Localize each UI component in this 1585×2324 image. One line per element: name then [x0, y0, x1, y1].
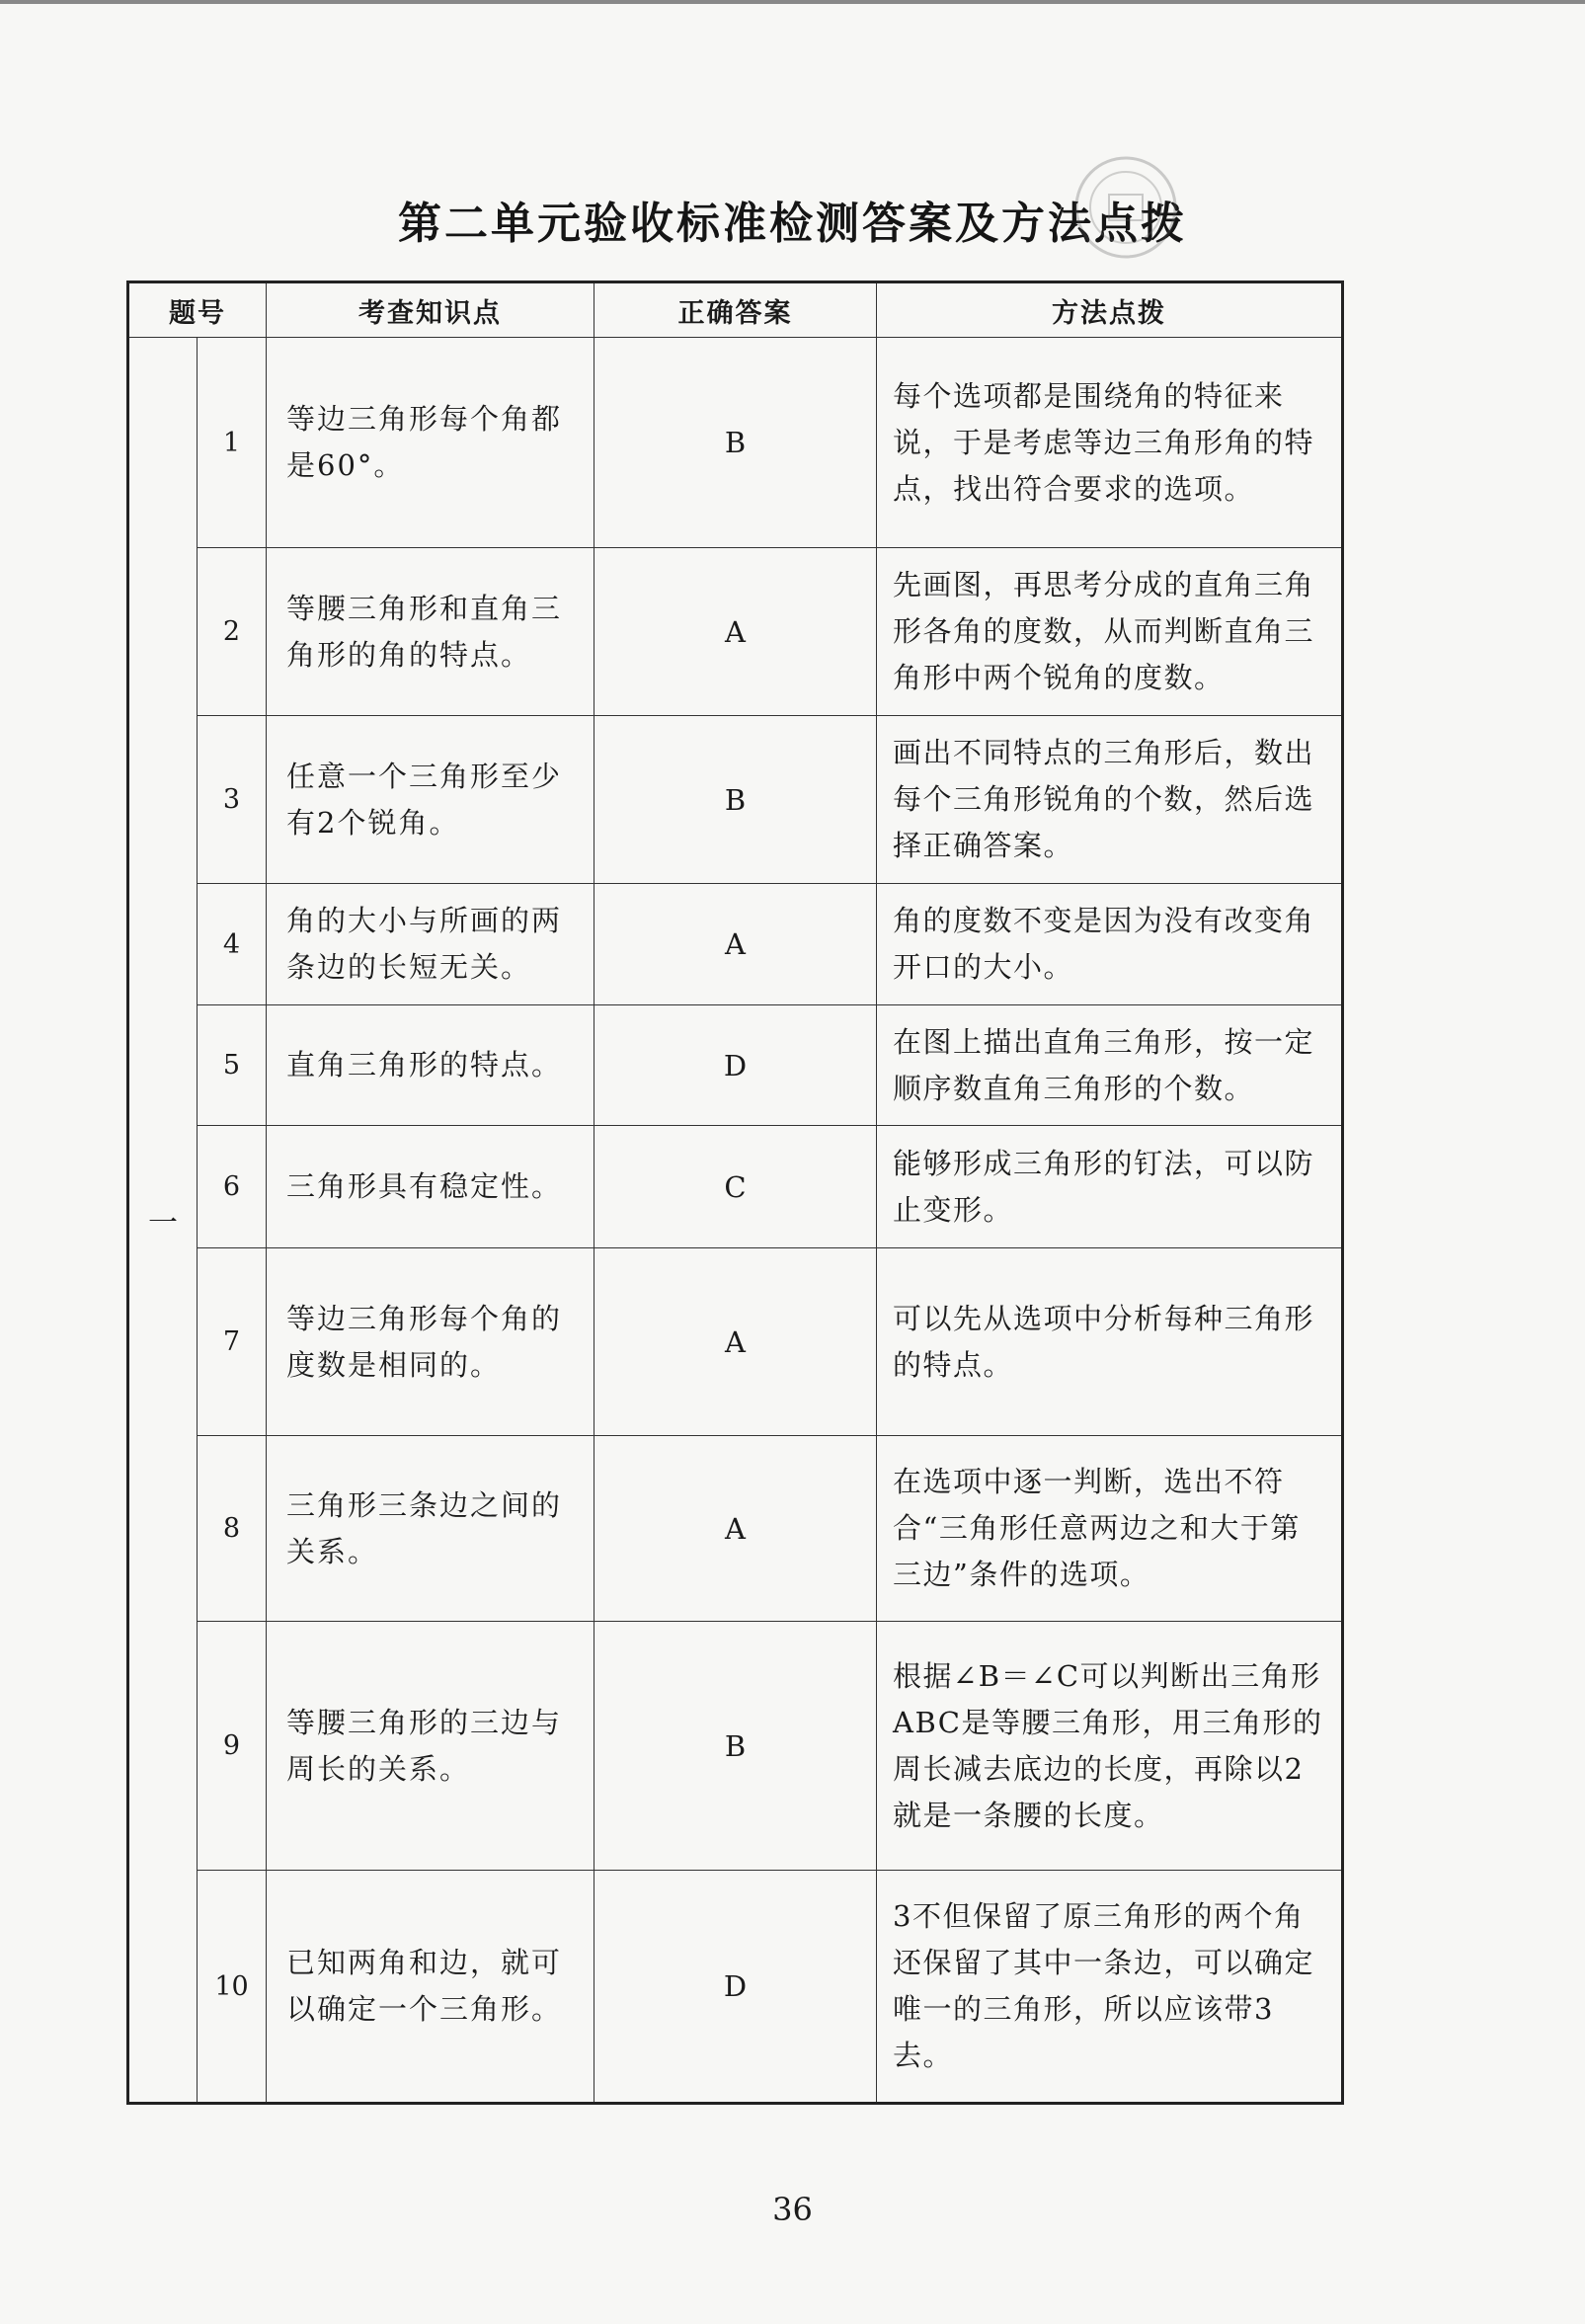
table-row	[128, 1871, 1343, 2104]
table-row	[128, 1005, 1343, 1126]
question-number: 4	[198, 884, 267, 1005]
section-label: 一	[128, 338, 198, 2104]
correct-answer: D	[594, 1005, 877, 1126]
method-tip: 画出不同特点的三角形后，数出每个三角形锐角的个数，然后选择正确答案。	[877, 716, 1343, 884]
method-tip: 角的度数不变是因为没有改变角开口的大小。	[877, 884, 1343, 1005]
method-tip: 可以先从选项中分析每种三角形的特点。	[877, 1248, 1343, 1436]
method-tip: 在选项中逐一判断，选出不符合“三角形任意两边之和大于第三边”条件的选项。	[877, 1436, 1343, 1622]
knowledge-point: 三角形三条边之间的关系。	[267, 1436, 594, 1622]
method-tip: 先画图，再思考分成的直角三角形各角的度数，从而判断直角三角形中两个锐角的度数。	[877, 548, 1343, 716]
method-tip: 每个选项都是围绕角的特征来说，于是考虑等边三角形角的特点，找出符合要求的选项。	[877, 338, 1343, 548]
page-number: 36	[772, 2191, 813, 2228]
header-point: 考查知识点	[267, 282, 594, 338]
knowledge-point: 三角形具有稳定性。	[267, 1126, 594, 1248]
correct-answer: A	[594, 548, 877, 716]
question-number: 8	[198, 1436, 267, 1622]
header-method: 方法点拨	[877, 282, 1343, 338]
method-tip: 3不但保留了原三角形的两个角还保留了其中一条边，可以确定唯一的三角形，所以应该带3去。	[877, 1871, 1343, 2104]
answer-table	[126, 280, 1344, 2105]
scan-top-edge	[0, 0, 1585, 4]
correct-answer: A	[594, 1436, 877, 1622]
method-tip: 根据∠B＝∠C可以判断出三角形ABC是等腰三角形，用三角形的周长减去底边的长度，再除以2就是一条腰的长度。	[877, 1622, 1343, 1871]
question-number: 9	[198, 1622, 267, 1871]
knowledge-point: 等腰三角形的三边与周长的关系。	[267, 1622, 594, 1871]
correct-answer: C	[594, 1126, 877, 1248]
question-number: 6	[198, 1126, 267, 1248]
answer-table-container	[126, 280, 1341, 2105]
knowledge-point: 等边三角形每个角的度数是相同的。	[267, 1248, 594, 1436]
correct-answer: A	[594, 1248, 877, 1436]
header-number: 题号	[128, 282, 267, 338]
header-answer: 正确答案	[594, 282, 877, 338]
knowledge-point: 任意一个三角形至少有2个锐角。	[267, 716, 594, 884]
knowledge-point: 已知两角和边，就可以确定一个三角形。	[267, 1871, 594, 2104]
knowledge-point: 等腰三角形和直角三角形的角的特点。	[267, 548, 594, 716]
correct-answer: D	[594, 1871, 877, 2104]
knowledge-point: 直角三角形的特点。	[267, 1005, 594, 1126]
table-row	[128, 716, 1343, 884]
table-row	[128, 548, 1343, 716]
question-number: 3	[198, 716, 267, 884]
watermark-seal-icon	[1071, 153, 1180, 262]
correct-answer: A	[594, 884, 877, 1005]
knowledge-point: 角的大小与所画的两条边的长短无关。	[267, 884, 594, 1005]
table-row	[128, 1622, 1343, 1871]
page-title: 第二单元验收标准检测答案及方法点拨	[398, 199, 1187, 249]
method-tip: 能够形成三角形的钉法，可以防止变形。	[877, 1126, 1343, 1248]
method-tip: 在图上描出直角三角形，按一定顺序数直角三角形的个数。	[877, 1005, 1343, 1126]
correct-answer: B	[594, 1622, 877, 1871]
table-header-row	[128, 282, 1343, 338]
table-row	[128, 1126, 1343, 1248]
knowledge-point: 等边三角形每个角都是60°。	[267, 338, 594, 548]
question-number: 2	[198, 548, 267, 716]
question-number: 5	[198, 1005, 267, 1126]
correct-answer: B	[594, 338, 877, 548]
question-number: 7	[198, 1248, 267, 1436]
correct-answer: B	[594, 716, 877, 884]
table-row	[128, 338, 1343, 548]
table-row	[128, 884, 1343, 1005]
table-row	[128, 1248, 1343, 1436]
question-number: 10	[198, 1871, 267, 2104]
question-number: 1	[198, 338, 267, 548]
table-row	[128, 1436, 1343, 1622]
